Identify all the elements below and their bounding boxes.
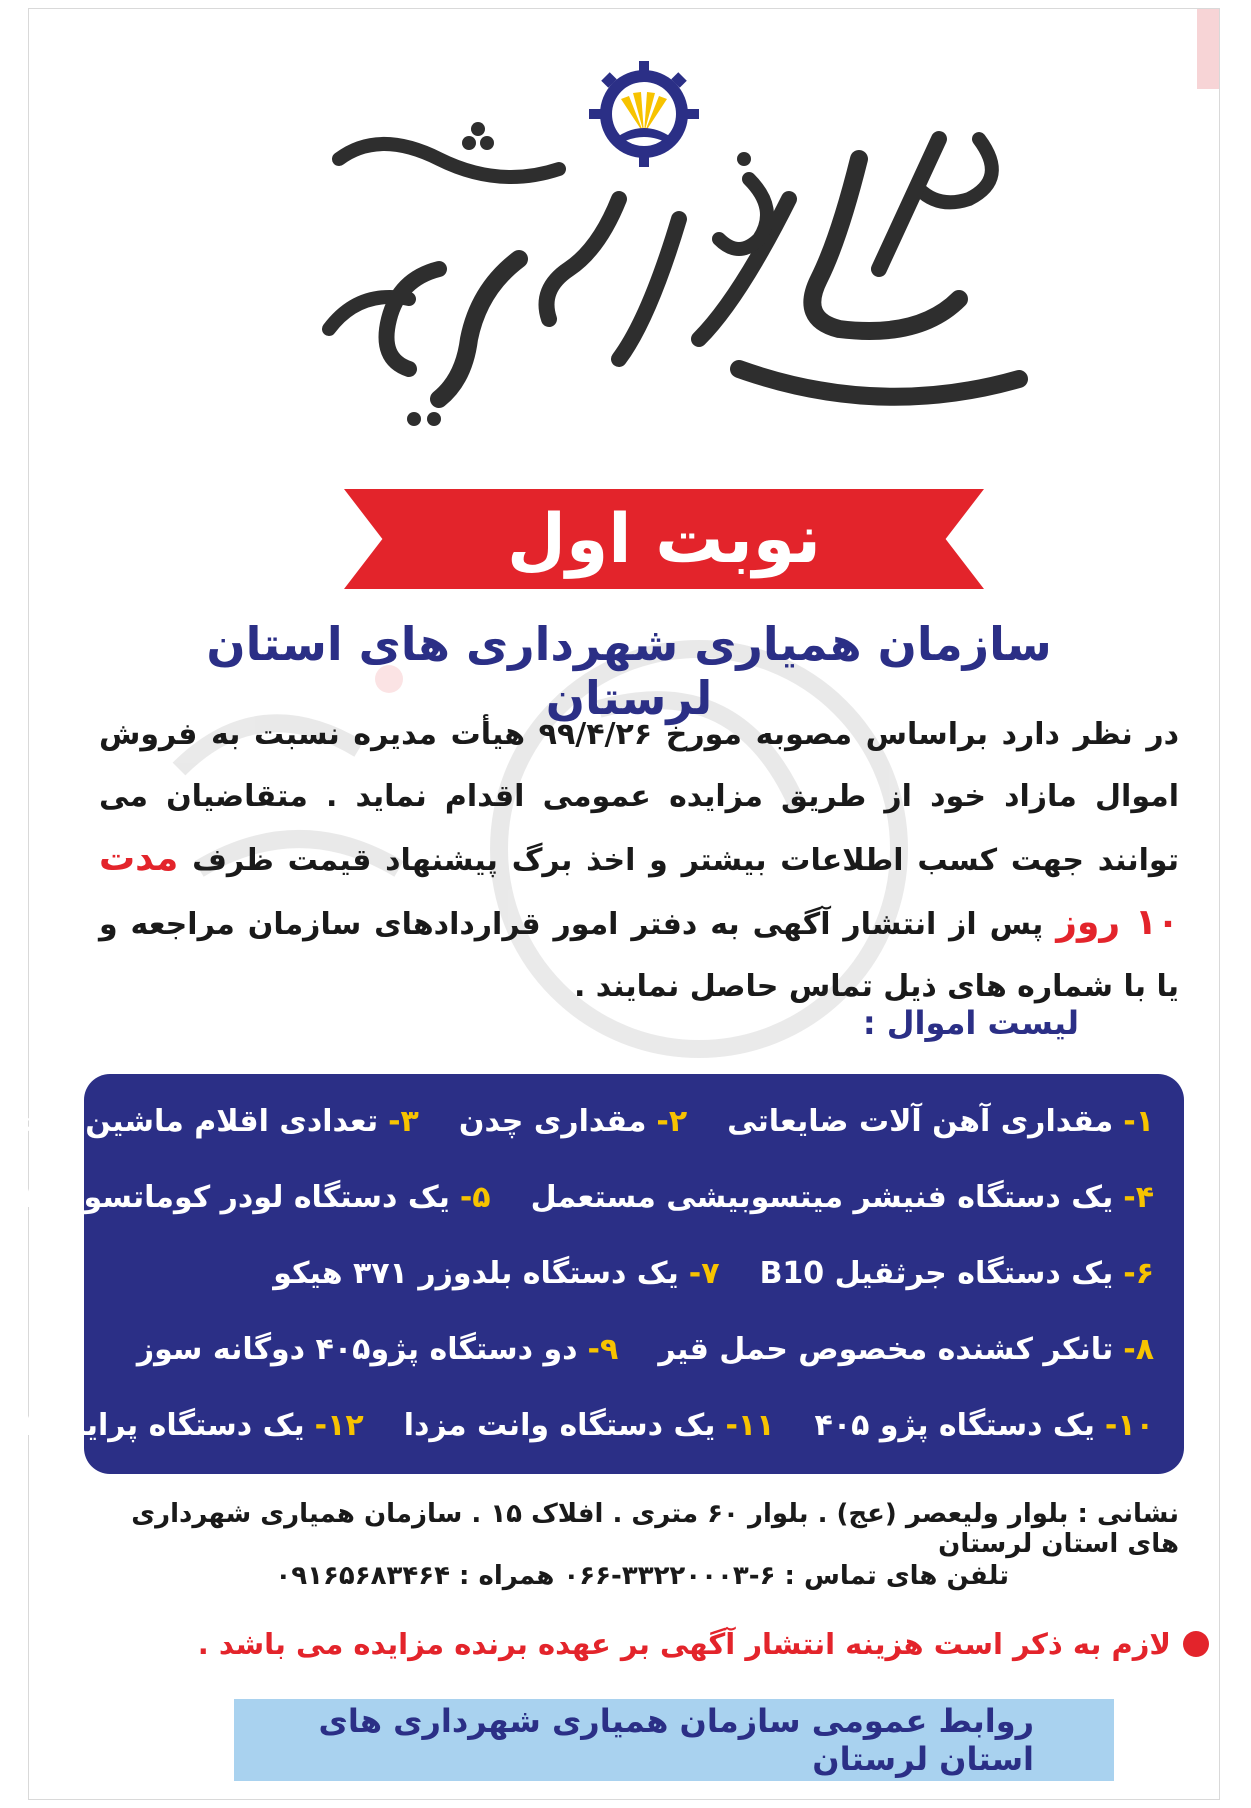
item-number: ۲- [656,1103,688,1139]
assets-row [12,1086,1154,1156]
item-number: ۱۰- [1104,1407,1154,1443]
list-item [273,1256,719,1291]
item-text: مقداری چدن [458,1103,647,1139]
list-item [531,1180,1154,1215]
item-text: دو دستگاه پژو۴۰۵ دوگانه سوز [136,1331,578,1367]
title-calligraphy-icon [319,119,1039,439]
item-text: یک دستگاه بلدوزر ۳۷۱ هیکو [273,1255,679,1291]
cost-note [99,1627,1209,1661]
list-item [12,1104,419,1139]
item-text: یک دستگاه پراید ۱۴۱ [3,1407,305,1443]
round-label: نوبت اول [507,499,821,579]
item-text: یک دستگاه وانت مزدا [403,1407,716,1443]
corner-decoration [1189,9,1219,89]
assets-row [3,1390,1154,1460]
item-text: مقداری آهن آلات ضایعاتی [727,1103,1114,1139]
body-text-part2: پس از انتشار آگهی به دفتر امور قراردادهای سازمان مراجعه و یا با شماره های ذیل تماس حاصل نمایند . [99,907,1179,1004]
list-item [658,1332,1154,1367]
assets-row [114,1314,1154,1384]
phone-numbers: تلفن های تماس : ۶-۳۳۲۲۰۰۰۳-۰۶۶ همراه : ۰۹۱۶۵۶۸۳۴۶۴ [275,1561,1009,1591]
bullet-dot-icon [1183,1631,1209,1657]
item-number: ۴- [1123,1179,1154,1215]
organization-title: سازمان همیاری شهرداری های استان لرستان [206,617,1052,725]
item-number: ۹- [587,1331,619,1367]
assets-row [18,1162,1154,1232]
item-number: ۱۱- [725,1407,775,1443]
item-text: یک دستگاه لودر کوماتسو ۱۲۰ [18,1179,450,1215]
item-text: یک دستگاه پژو ۴۰۵ [814,1407,1095,1443]
item-number: ۱۲- [314,1407,364,1443]
item-number: ۱- [1123,1103,1154,1139]
footer-signature: روابط عمومی سازمان همیاری شهرداری های استان لرستان [318,1702,1034,1778]
assets-row [114,1238,1154,1308]
list-item [459,1104,687,1139]
item-number: ۳- [388,1103,419,1139]
item-number: ۷- [688,1255,720,1291]
list-item [404,1408,775,1443]
item-text: یک دستگاه فنیشر میتسوبیشی مستعمل [530,1179,1114,1215]
item-text: یک دستگاه جرثقیل B10 [759,1255,1114,1291]
item-number: ۵- [459,1179,491,1215]
cost-note-text: لازم به ذکر است هزینه انتشار آگهی بر عهده برنده مزایده می باشد . [197,1627,1171,1661]
body-text-part1: در نظر دارد براساس مصوبه مورخ ۹۹/۴/۲۶ هیأت مدیره نسبت به فروش اموال مازاد خود از طریق مزایده عمومی اقدام نماید . متقاضیان می توانند جهت کسب اطلاعات بیشتر و اخذ برگ پیشنهاد قیمت ظرف [99,717,1179,878]
assets-list-box [3,1074,1184,1474]
list-item [137,1332,618,1367]
deadline-highlight: مدت ۱۰ روز [99,838,1179,943]
list-item [815,1408,1154,1443]
advertisement-page [3,8,1220,1800]
list-item [760,1256,1154,1291]
item-number: ۶- [1123,1255,1154,1291]
item-number: ۸- [1123,1331,1154,1367]
list-item [4,1408,364,1443]
item-text: تانکر کشنده مخصوص حمل قیر [658,1331,1114,1367]
announcement-body [99,704,1179,1018]
assets-list-heading: لیست اموال : [862,1004,1079,1042]
item-text: تعدادی اقلام ماشین آلات [12,1103,379,1139]
list-item [18,1180,490,1215]
list-item [727,1104,1154,1139]
address-line: نشانی : بلوار ولیعصر (عج) . بلوار ۶۰ متری . افلاک ۱۵ . سازمان همیاری شهرداری های استان لرستان [131,1499,1179,1559]
